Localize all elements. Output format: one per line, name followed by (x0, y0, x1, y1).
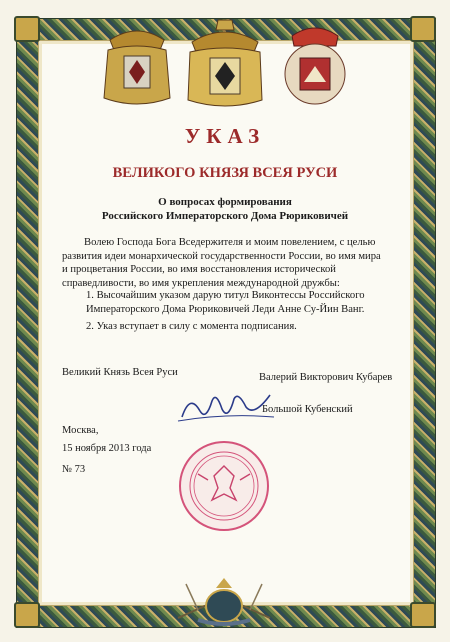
corner-ornament (14, 16, 40, 42)
signer-name: Валерий Викторович Кубарев (259, 372, 393, 383)
right-coat-of-arms-icon (278, 20, 352, 108)
place-city: Москва, (62, 425, 99, 436)
handwritten-signature (176, 387, 276, 427)
preamble-paragraph: Волею Господа Бога Вседержителя и моим повелением, с целью развития идеи монархической государственности России, во имя мира и процветания России, во имя восстановления исторической справедливости, во имя укрепления международной дружбы: (62, 237, 381, 289)
corner-ornament (410, 16, 436, 42)
central-coat-of-arms-icon (186, 18, 264, 110)
decree-item-1: 1. Высочайшим указом дарую титул Виконтессы Российского Императорского Дома Рюриковичей Леди Анне Су-Йин Ванг. (86, 290, 365, 315)
subject-line-1: О вопросах формирования (158, 196, 292, 208)
corner-ornament (410, 602, 436, 628)
decree-item-2: 2. Указ вступает в силу с момента подписания. (86, 321, 297, 332)
corner-ornament (14, 602, 40, 628)
official-seal-stamp (178, 440, 270, 532)
signer-left-title: Великий Князь Всея Руси (62, 367, 178, 378)
decree-title: УКАЗ (184, 124, 266, 148)
signer-title: Большой Кубенский (262, 404, 353, 415)
decree-number: № 73 (62, 464, 86, 475)
decree-date: 15 ноября 2013 года (62, 443, 152, 454)
left-coat-of-arms-icon (100, 20, 174, 108)
subject-line-2: Российского Императорского Дома Рюриковичей (101, 210, 349, 222)
bottom-heraldic-emblem-icon (168, 570, 280, 628)
decree-subtitle: ВЕЛИКОГО КНЯЗЯ ВСЕЯ РУСИ (112, 165, 338, 181)
decree-subject (0, 195, 450, 223)
